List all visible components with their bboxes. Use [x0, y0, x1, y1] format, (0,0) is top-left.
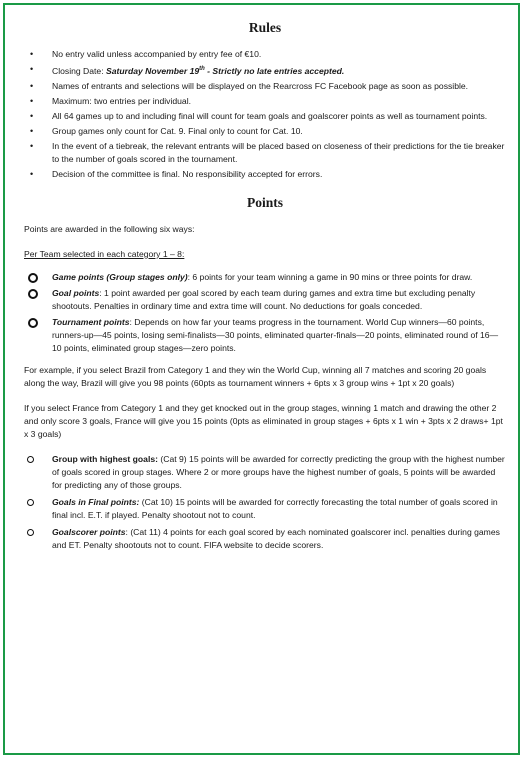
example-brazil: For example, if you select Brazil from Category 1 and they win the World Cup, winning all 7 matches and scoring 20 goals along the way, Brazil will give you 98 points (60pts as tournament winners + 6pts x 3 group wins + 1pt x 20 goals) — [24, 364, 487, 388]
other-points-item: Group with highest goals: (Cat 9) 15 points will be awarded for correctly predicting the group with the highest number of goals scored in group stages. Where 2 or more groups have the highest number of goals, 5 points will be awarded for predicting any of those groups. — [24, 453, 506, 492]
example-france: If you select France from Category 1 and they get knocked out in the group stages, winning 1 match and drawing the other 2 and only score 3 goals, France will give you 15 points (0pts as eliminated in group stages + 6pts x 1 win + 3pts x 2 draws+ 1pt x 3 goals) — [24, 402, 503, 439]
circle-bullet-icon — [27, 499, 34, 506]
document-body — [24, 20, 506, 556]
team-points-item: Game points (Group stages only): 6 points for your team winning a game in 90 mins or three points for draw. — [24, 271, 506, 284]
bullet-icon: • — [30, 81, 34, 92]
bullet-icon: • — [30, 111, 34, 122]
team-points-item: Tournament points: Depends on how far your teams progress in the tournament. World Cup winners—60 points, runners-up—45 points, losing semi-finalists—30 points, eliminated quarter-finals—20 points, eliminated round of 16—10 points, eliminated group stages—zero points. — [24, 316, 506, 355]
other-points-list — [24, 453, 506, 552]
other-points-item: Goals in Final points: (Cat 10) 15 points will be awarded for correctly forecasting the total number of goals scored in final incl. E.T. if played. Penalty shootout not to count. — [24, 496, 506, 522]
team-points-item: Goal points: 1 point awarded per goal scored by each team during games and extra time but excluding penalty shootouts. Penalties in ordinary time and extra time will count. No deductions for goals conceded. — [24, 287, 506, 313]
rule-item: • Group games only count for Cat. 9. Final only to count for Cat. 10. — [30, 126, 303, 137]
rule-item: • Names of entrants and selections will be displayed on the Rearcross FC Facebook page as soon as possible. — [30, 81, 469, 92]
team-points-list — [24, 271, 506, 355]
ring-bullet-icon — [28, 289, 38, 299]
bullet-icon: • — [30, 126, 34, 137]
bullet-icon: • — [30, 169, 34, 180]
rule-item: • No entry valid unless accompanied by entry fee of €10. — [30, 49, 262, 59]
bullet-icon: • — [30, 96, 34, 107]
rule-item: • Decision of the committee is final. No responsibility accepted for errors. — [30, 169, 323, 180]
rules-list — [24, 48, 506, 181]
ring-bullet-icon — [28, 273, 38, 283]
rule-item: • All 64 games up to and including final will count for team goals and goalscorer points as well as tournament points. — [30, 111, 488, 122]
ring-bullet-icon — [28, 318, 38, 328]
rules-heading: Rules — [248, 20, 282, 35]
bullet-icon: • — [30, 141, 34, 152]
per-team-subheading: Per Team selected in each category 1 – 8: — [24, 248, 185, 259]
circle-bullet-icon — [27, 529, 34, 536]
points-heading: Points — [246, 194, 283, 210]
other-points-item: Goalscorer points: (Cat 11) 4 points for each goal scored by each nominated goalscorer incl. penalties during games and ET. Penalty shootouts not to count. FIFA website to decide scorers. — [24, 526, 506, 552]
circle-bullet-icon — [27, 456, 34, 463]
rule-item: • In the event of a tiebreak, the relevant entrants will be placed based on closeness of their predictions for the tie breaker to the number of goals scored in the tournament. — [30, 141, 505, 165]
points-intro: Points are awarded in the following six ways: — [24, 223, 195, 234]
bullet-icon: • — [30, 49, 34, 59]
bullet-icon: • — [30, 64, 34, 75]
rule-item: • Maximum: two entries per individual. — [30, 96, 191, 107]
rule-item-closing-date: • Closing Date: Saturday November 19th - Strictly no late entries accepted. — [30, 64, 345, 76]
